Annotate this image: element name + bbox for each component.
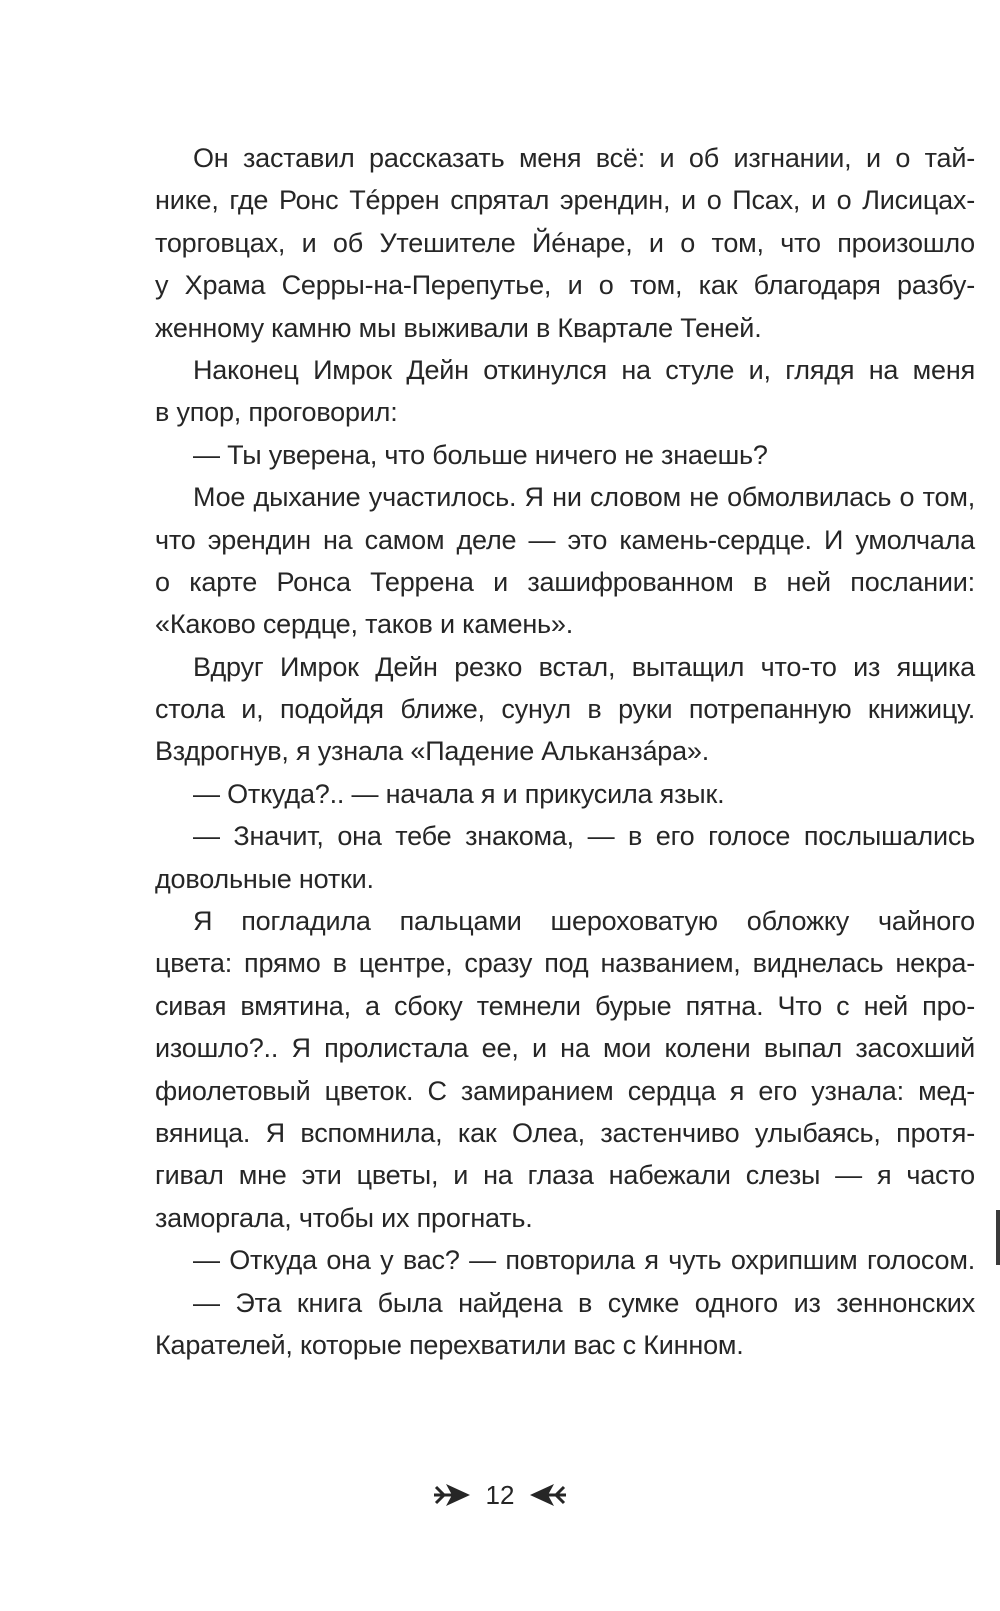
text-line: — Откуда она у вас? — повторила я чуть охрипшим голосом. — [193, 1245, 975, 1276]
text-line: женному камню мы выживали в Квартале Теней. — [155, 312, 762, 343]
text-line: «Каково сердце, таков и камень». — [155, 609, 574, 640]
body-text — [155, 137, 975, 1366]
text-line: стола и, подойдя ближе, сунул в руки потрепанную книжицу. — [155, 694, 975, 725]
text-line: Вдруг Имрок Дейн резко встал, вытащил что-то из ящика — [193, 651, 975, 682]
text-line: — Эта книга была найдена в сумке одного из зеннонских — [193, 1287, 975, 1318]
text-line: Мое дыхание участилось. Я ни словом не обмолвилась о том, — [193, 482, 975, 513]
text-line: что эрендин на самом деле — это камень-сердце. И умолчала — [155, 524, 975, 555]
text-line: торговцах, и об Утешителе Йéнаре, и о том, что произошло — [155, 227, 975, 258]
text-line: — Откуда?.. — начала я и прикусила язык. — [193, 778, 725, 809]
text-line: в упор, проговорил: — [155, 397, 398, 428]
text-line: цвета: прямо в центре, сразу под названием, виднелась некра- — [155, 948, 975, 979]
text-line: — Значит, она тебе знакома, — в его голосе послышались — [193, 821, 975, 852]
text-line: гивал мне эти цветы, и на глаза набежали слезы — я часто — [155, 1160, 975, 1191]
arrow-ornament-right-icon — [528, 1482, 568, 1508]
text-line: фиолетовый цветок. С замиранием сердца я его узнала: мед- — [155, 1075, 975, 1106]
text-line: довольные нотки. — [155, 863, 374, 894]
page-edge-mark — [996, 1210, 1000, 1265]
text-line: Наконец Имрок Дейн откинулся на стуле и, глядя на меня — [193, 354, 975, 385]
text-line: у Храма Серры-на-Перепутье, и о том, как благодаря разбу- — [155, 270, 975, 301]
text-line: нике, где Ронс Тéррен спрятал эрендин, и о Псах, и о Лисицах- — [155, 185, 975, 216]
text-line: вяница. Я вспомнила, как Олеа, застенчиво улыбаясь, протя- — [155, 1117, 975, 1148]
text-line: заморгала, чтобы их прогнать. — [155, 1202, 533, 1233]
page-footer — [0, 1475, 1000, 1515]
text-line: о карте Ронса Террена и зашифрованном в ней послании: — [155, 566, 975, 597]
text-line: Он заставил рассказать меня всё: и об изгнании, и о тай- — [193, 143, 975, 173]
text-line: изошло?.. Я пролистала ее, и на мои колени выпал засохший — [155, 1033, 975, 1064]
page-number: 12 — [485, 1479, 515, 1510]
text-line: Карателей, которые перехватили вас с Кинном. — [155, 1329, 744, 1360]
text-line: — Ты уверена, что больше ничего не знаешь? — [193, 439, 768, 470]
text-line: сивая вмятина, а сбоку темнели бурые пятна. Что с ней про- — [155, 990, 975, 1021]
text-line: Я погладила пальцами шероховатую обложку чайного — [193, 906, 975, 937]
arrow-ornament-left-icon — [432, 1482, 472, 1508]
text-line: Вздрогнув, я узнала «Падение Альканзáра». — [155, 736, 710, 767]
